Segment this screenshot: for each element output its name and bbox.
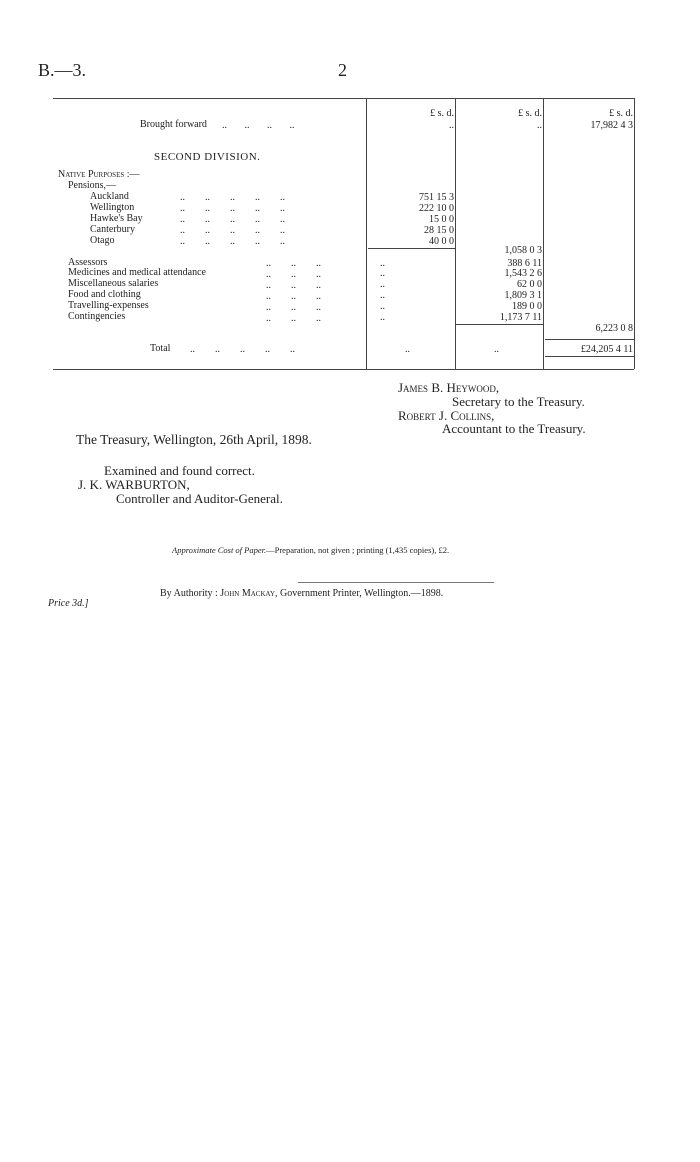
pension-label: Auckland — [90, 191, 129, 202]
cost-note — [172, 545, 449, 555]
printer-name: John Mackay — [220, 588, 275, 599]
column-header: £ s. d. — [430, 108, 454, 119]
expense-label: Medicines and medical attendance — [68, 267, 206, 278]
audit-statement: Examined and found correct. — [104, 463, 255, 478]
native-purposes-heading: Native Purposes :— — [58, 169, 140, 180]
col-divider — [366, 98, 367, 369]
leader-dots: .. .. .. .. .. — [190, 344, 295, 355]
col-divider — [634, 98, 635, 369]
table-top-rule — [53, 98, 634, 99]
total-rule — [545, 356, 634, 357]
expense-label: Miscellaneous salaries — [68, 278, 159, 289]
accountant-title: Accountant to the Treasury. — [442, 421, 586, 436]
leader-dots: .. .. .. .. — [222, 120, 295, 131]
grand-total: £24,205 4 11 — [580, 344, 633, 355]
authority-prefix: By Authority : — [160, 588, 218, 599]
pension-label: Otago — [90, 235, 115, 246]
authority-rule — [298, 582, 494, 583]
accountant-name: Robert J. Collins, — [398, 408, 495, 423]
total-col2: .. — [494, 344, 499, 355]
brought-forward-amount: 17,982 4 3 — [590, 120, 633, 131]
price: Price 3d.] — [48, 598, 89, 609]
expense-col1: .. — [380, 290, 385, 301]
brought-forward-col1: .. — [449, 120, 454, 131]
expense-col1: .. — [380, 312, 385, 323]
pensions-total: 1,058 0 3 — [504, 245, 542, 256]
column-header: £ s. d. — [609, 108, 633, 119]
total-col1: .. — [405, 344, 410, 355]
expense-col1: .. — [380, 301, 385, 312]
expense-amount: 1,173 7 11 — [499, 312, 542, 323]
cost-note-label: Approximate Cost of Paper. — [172, 545, 267, 555]
expense-col1: .. — [380, 279, 385, 290]
expense-col1: .. — [380, 268, 385, 279]
pension-amount: 40 0 0 — [429, 236, 454, 247]
page-number: 2 — [338, 60, 347, 80]
pension-label: Canterbury — [90, 224, 135, 235]
leader-dots: .. .. .. .. .. .. .. .. .. .. .. .. .. .. .. .. .. .. — [266, 258, 321, 324]
subtotal-rule — [456, 324, 543, 325]
column-header: £ s. d. — [518, 108, 542, 119]
expense-label: Food and clothing — [68, 289, 141, 300]
expense-amount: 189 0 0 — [512, 301, 542, 312]
expense-col1: .. — [380, 258, 385, 269]
auditor-name: J. K. WARBURTON, — [78, 477, 190, 492]
document-reference: B.—3. — [38, 60, 87, 80]
secretary-name: James B. Heywood, — [398, 380, 500, 395]
pension-amount: 751 15 3 — [419, 192, 454, 203]
subtotal-rule — [368, 248, 455, 249]
authority-suffix: , Government Printer, Wellington.—1898. — [275, 588, 444, 599]
place-date: The Treasury, Wellington, 26th April, 1898. — [76, 432, 312, 447]
expense-label: Assessors — [68, 257, 108, 268]
pension-label: Hawke's Bay — [90, 213, 143, 224]
expense-amount: 1,809 3 1 — [504, 290, 542, 301]
col-divider — [543, 98, 544, 369]
expense-label: Travelling-expenses — [68, 300, 149, 311]
cost-note-text: —Preparation, not given ; printing (1,435 copies), £2. — [266, 545, 450, 555]
subtotal-rule — [545, 339, 634, 340]
pension-amount: 222 10 0 — [419, 203, 454, 214]
secretary-title: Secretary to the Treasury. — [452, 394, 585, 409]
col-divider — [455, 98, 456, 369]
division-title: SECOND DIVISION. — [154, 151, 261, 163]
expense-label: Contingencies — [68, 311, 126, 322]
pensions-heading: Pensions,— — [68, 180, 117, 191]
pension-amount: 15 0 0 — [429, 214, 454, 225]
auditor-title: Controller and Auditor-General. — [116, 491, 283, 506]
expense-amount: 62 0 0 — [517, 279, 542, 290]
brought-forward-col2: .. — [537, 120, 542, 131]
brought-forward-label: Brought forward — [140, 119, 207, 130]
total-label: Total — [150, 343, 171, 354]
expense-amount: 388 6 11 — [507, 258, 542, 269]
table-bottom-rule — [53, 369, 634, 370]
leader-dots: .. .. .. .. .. .. .. .. .. .. .. .. .. .. .. .. .. .. .. .. .. .. .. .. .. — [180, 192, 285, 247]
division-total: 6,223 0 8 — [595, 323, 633, 334]
pension-amount: 28 15 0 — [424, 225, 454, 236]
expense-amount: 1,543 2 6 — [504, 268, 542, 279]
pension-label: Wellington — [90, 202, 135, 213]
authority-line — [160, 588, 443, 599]
